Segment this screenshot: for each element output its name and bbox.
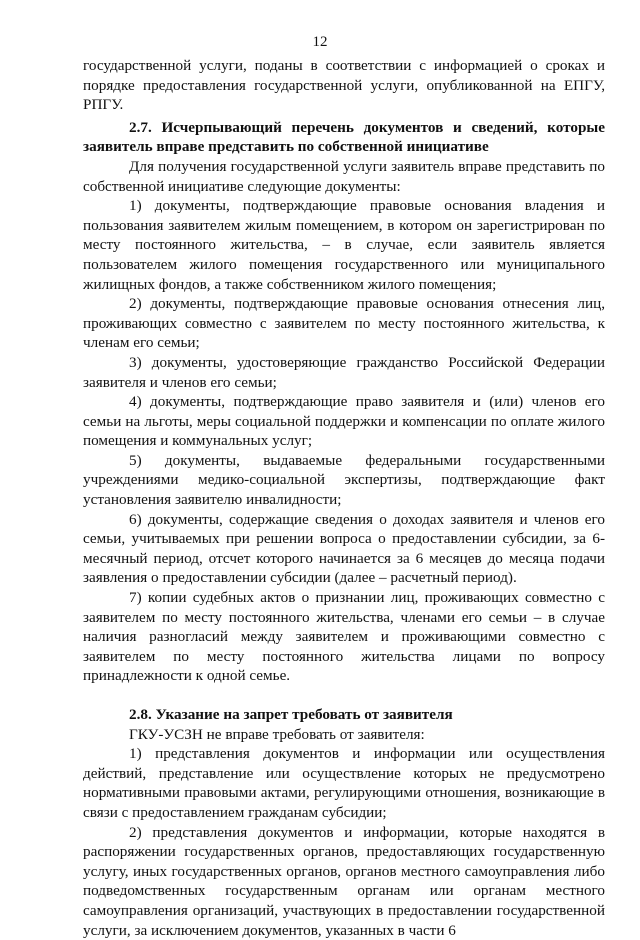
section-2-8-lead: ГКУ-УСЗН не вправе требовать от заявителя: [129, 725, 425, 743]
intro-paragraph: государственной услуги, поданы в соответствии с информацией о сроках и порядке предоставления государственной услуги, опубликованной на ЕПГУ, РПГУ. [83, 57, 605, 114]
section-2-7-item-7: 7) копии судебных актов о признании лиц, проживающих совместно с заявителем по месту постоянного жительства, членами его семьи – в случае наличия разногласий между заявителем и проживающими совместно с заявителем по месту постоянного жительства лицами по вопросу принадлежности к одной семье. [83, 589, 605, 685]
section-2-8-item-1: 1) представления документов и информации или осуществления действий, представление или осуществление которых не предусмотрено нормативными правовыми актами, регулирующими отношения, возникающие в связи с предоставлением гражданам субсидии; [83, 745, 605, 821]
section-2-7-item-3: 3) документы, удостоверяющие гражданство Российской Федерации заявителя и членов его семьи; [83, 353, 605, 391]
section-2-7-item-4: 4) документы, подтверждающие право заявителя и (или) членов его семьи на льготы, меры социальной поддержки и компенсации по оплате жилого помещения и коммунальных услуг; [83, 393, 605, 450]
section-2-7-item-2: 2) документы, подтверждающие правовые основания отнесения лиц, проживающих совместно с заявителем по месту постоянного жительства, к членам его семьи; [83, 295, 605, 352]
section-2-7-item-6: 6) документы, содержащие сведения о доходах заявителя и членов его семьи, учитываемых при решении вопроса о предоставлении субсидии, за 6-месячный период, отсчет которого начинается за 6 месяцев до месяца подачи заявления о предоставлении субсидии (далее – расчетный период). [83, 510, 605, 587]
section-2-7-lead: Для получения государственной услуги заявитель вправе представить по собственной инициативе следующие документы: [83, 157, 605, 195]
page-number: 12 [312, 34, 328, 50]
section-2-7-heading: 2.7. Исчерпывающий перечень документов и сведений, которые заявитель вправе представить по собственной инициативе [83, 118, 605, 156]
section-2-8-item-2: 2) представления документов и информации, которые находятся в распоряжении государственных органов, предоставляющих государственную услугу, иных государственных органов, органов местного самоуправления либо подведомственных государственным органам или органам местного самоуправления организаций, участвующих в предоставлении государственной услуги, за исключением документов, указанных в части 6 [83, 823, 605, 939]
document-body [83, 56, 605, 940]
section-2-7-item-5: 5) документы, выдаваемые федеральными государственными учреждениями медико-социальной экспертизы, подтверждающие факт установления заявителю инвалидности; [83, 451, 605, 509]
section-2-7-item-1: 1) документы, подтверждающие правовые основания владения и пользования заявителем жилым помещением, в котором он зарегистрирован по месту постоянного жительства, – в случае, если заявитель является пользователем жилого помещения государственного или муниципального жилищных фондов, а также собственником жилого помещения; [83, 197, 605, 293]
section-2-8-heading: 2.8. Указание на запрет требовать от заявителя [129, 706, 453, 723]
